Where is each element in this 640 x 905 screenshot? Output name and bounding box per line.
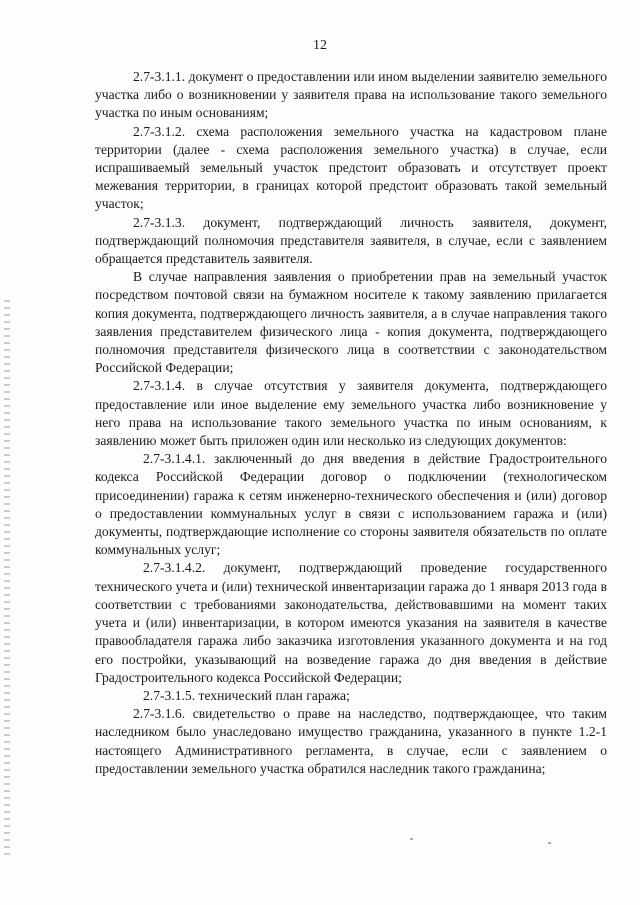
paragraph-2-7-3-1-6: 2.7-3.1.6. свидетельство о праве на наследство, подтверждающее, что таким наследником было унаследовано имущество гражданина, указанного в пункте 1.2-1 настоящего Административного регламента, в случае, если с заявлением о предоставлении земельного участка обратился наследник такого гражданина; [95, 706, 607, 776]
paragraph-2-7-3-1-4: 2.7-3.1.4. в случае отсутствия у заявителя документа, подтверждающего предоставление или иное выделение ему земельного участка либо возникновение у него права на использование такого земельного участка по иным основаниям, к заявлению может быть приложен один или несколько из следующих документов: [95, 378, 607, 449]
page-number: 12 [313, 38, 327, 53]
scan-binding-marks [4, 300, 10, 860]
paragraph-2-7-3-1-3: 2.7-3.1.3. документ, подтверждающий личность заявителя, документ, подтверждающий полномочия представителя заявителя, в случае, если с заявлением обращается представитель заявителя. [95, 214, 607, 267]
paragraph-2-7-3-1-4-1: 2.7-3.1.4.1. заключенный до дня введения в действие Градостроительного кодекса Российской Федерации договор о подключении (технологическом присоединении) гаража к сетям инженерно-технического обеспечения и (или) договор о предоставлении коммунальных услуг в связи с использованием гаража и (или) документы, подтверждающие исполнение со стороны заявителя обязательств по оплате коммунальных услуг; [95, 451, 607, 558]
paragraph-2-7-3-1-2: 2.7-3.1.2. схема расположения земельного участка на кадастровом плане территории (далее - схема расположения земельного участка) в случае, если испрашиваемый земельный участок предстоит образовать и отсутствует проект межевания территории, в границах которой предстоит образовать такой земельный участок; [95, 123, 607, 212]
paragraph-2-7-3-1-1: 2.7-3.1.1. документ о предоставлении или ином выделении заявителю земельного участка либо о возникновении у заявителя права на использование такого земельного участка по иным основаниям; [95, 69, 607, 121]
scan-speck [548, 842, 551, 844]
paragraph-postal-submission: В случае направления заявления о приобретении прав на земельный участок посредством почтовой связи на бумажном носителе к такому заявлению прилагается копия документа, подтверждающего личность заявителя, а в случае направления такого заявления представителем физического лица - копия документа, подтверждающего полномочия представителя физического лица в соответствии с законодательством Российской Федерации; [95, 269, 607, 376]
document-body [95, 68, 607, 778]
paragraph-2-7-3-1-4-2: 2.7-3.1.4.2. документ, подтверждающий проведение государственного технического учета и (или) технической инвентаризации гаража до 1 января 2013 года в соответствии с требованиями законодательства, действовавшими на момент таких учета и (или) инвентаризации, в котором имеются указания на заявителя в качестве правообладателя гаража либо заказчика изготовления указанного документа и на год его постройки, указывающий на возведение гаража до дня введения в действие Градостроительного кодекса Российской Федерации; [95, 560, 607, 685]
scan-speck [410, 838, 413, 840]
paragraph-2-7-3-1-5: 2.7-3.1.5. технический план гаража; [143, 687, 350, 703]
